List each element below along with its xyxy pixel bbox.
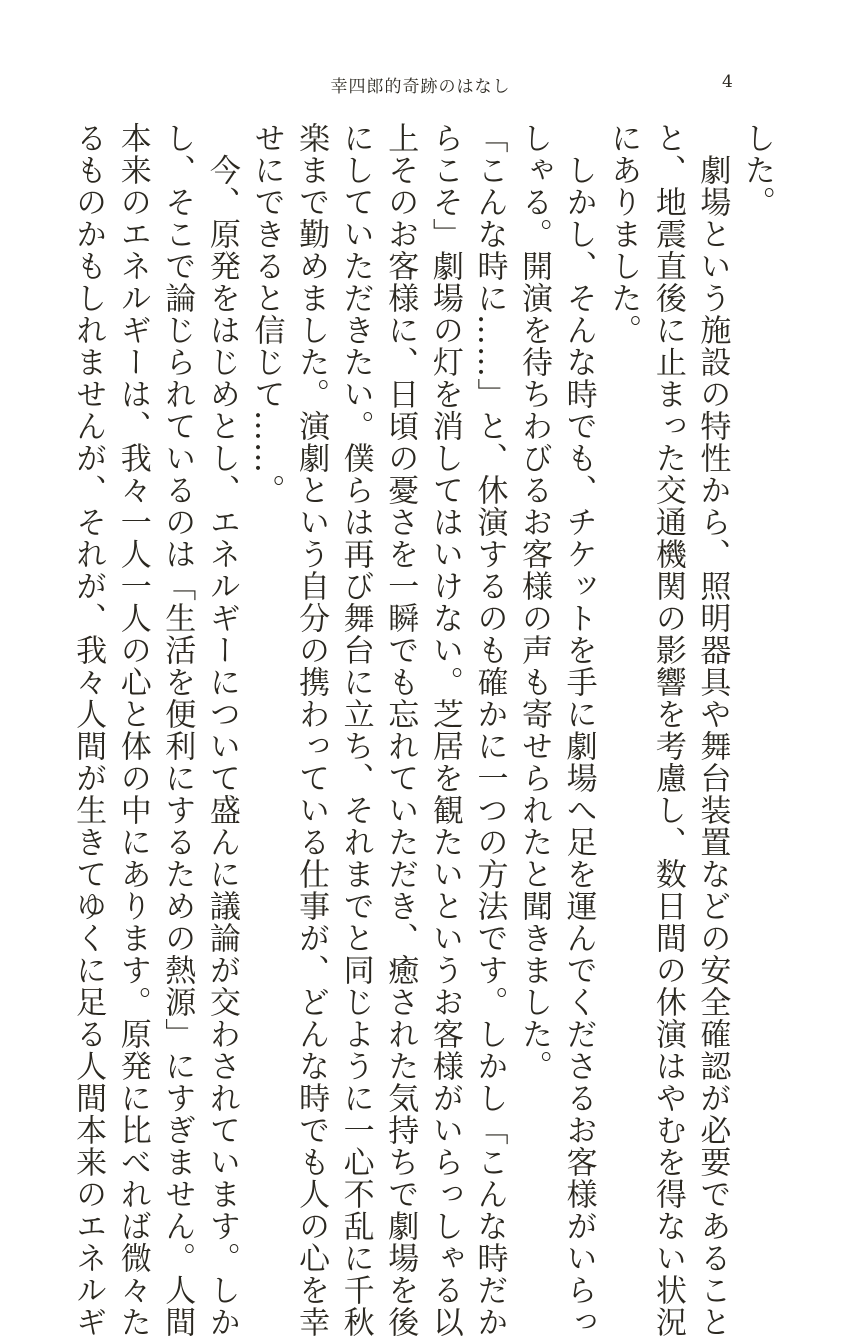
text-line: せにできると信じて……。 — [248, 122, 285, 506]
running-header-title: 幸四郎的奇跡のはなし — [330, 77, 511, 97]
text-line: 上そのお客様に、日頃の憂さを一瞬でも忘れていただき、癒された気持ちで劇場を後 — [382, 122, 419, 1338]
text-line: し、そこで論じられているのは「生活を便利にするための熱源」にすぎません。人間 — [159, 122, 196, 1338]
text-line: と、地震直後に止まった交通機関の影響を考慮し、数日間の休演はやむを得ない状況 — [649, 122, 686, 1338]
text-line: るものかもしれませんが、それが、我々人間が生きてゆくに足る人間本来のエネルギ — [70, 122, 107, 1338]
text-line: しゃる。開演を待ちわびるお客様の声も寄せられたと聞きました。 — [516, 122, 553, 1082]
text-line: しかし、そんな時でも、チケットを手に劇場へ足を運んでくださるお客様がいらっ — [560, 122, 597, 1338]
text-line: した。 — [739, 122, 775, 218]
text-line: にしていただきたい。僕らは再び舞台に立ち、それまでと同じように一心不乱に千秋 — [337, 122, 374, 1338]
text-line: らこそ」劇場の灯を消してはいけない。芝居を観たいというお客様がいらっしゃる以 — [426, 122, 463, 1338]
text-line: にありました。 — [605, 122, 642, 346]
text-line: 劇場という施設の特性から、照明器具や舞台装置などの安全確認が必要であること — [694, 122, 731, 1338]
text-line: 今、原発をはじめとし、エネルギーについて盛んに議論が交わされています。しか — [203, 122, 240, 1338]
text-line: 本来のエネルギーは、我々一人一人の心と体の中にあります。原発に比べれば微々た — [114, 122, 151, 1338]
text-line: 楽まで勤めました。演劇という自分の携わっている仕事が、どんな時でも人の心を幸 — [293, 122, 330, 1338]
body-text — [66, 122, 780, 1338]
page-number: 4 — [722, 72, 733, 92]
text-line: 「こんな時に……」と、休演するのも確かに一つの方法です。しかし「こんな時だか — [471, 122, 508, 1338]
